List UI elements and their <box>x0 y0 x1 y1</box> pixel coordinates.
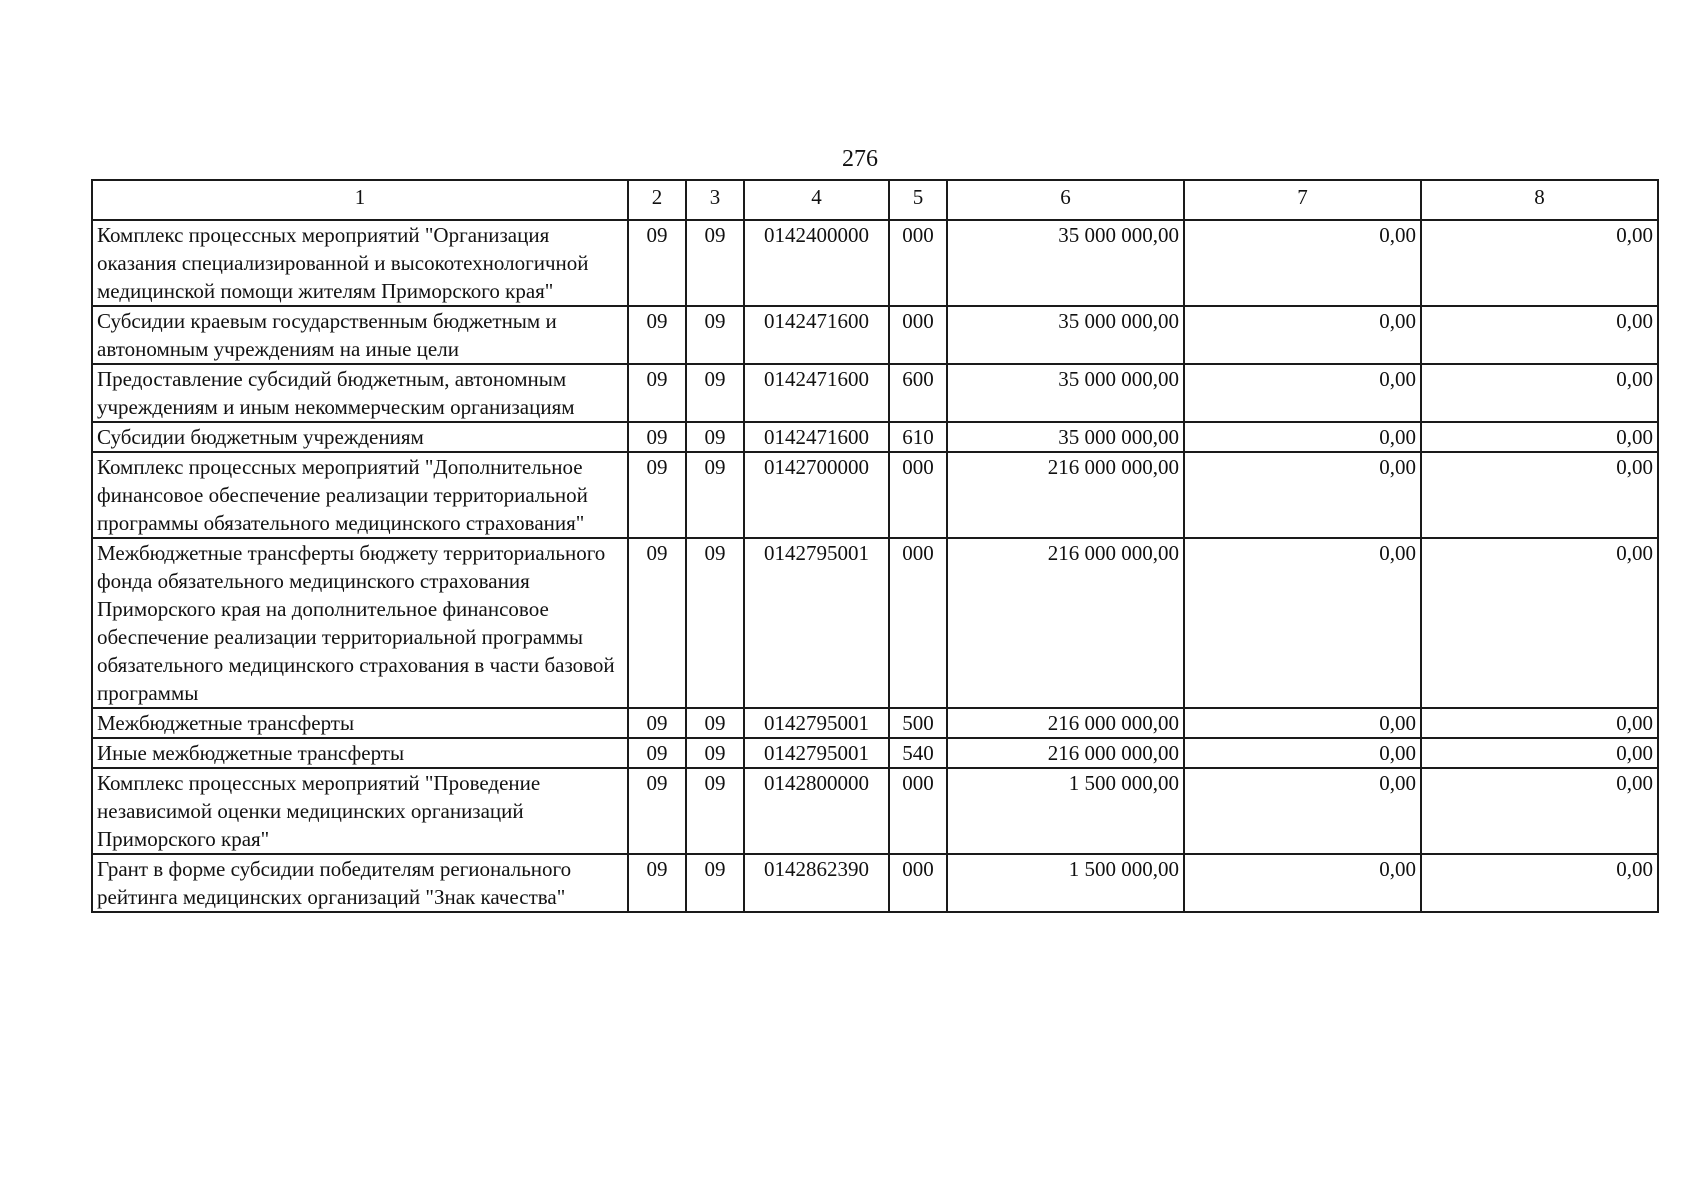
target-article-code: 0142700000 <box>744 452 889 538</box>
amount-col-6: 35 000 000,00 <box>947 220 1184 306</box>
section-code: 09 <box>628 422 686 452</box>
section-code: 09 <box>628 708 686 738</box>
row-name: Межбюджетные трансферты бюджету территориального фонда обязательного медицинского страхования Приморского края на дополнительное финансовое обеспечение реализации территориальной программы обязательного медицинского страхования в части базовой программы <box>92 538 628 708</box>
column-number-row <box>92 180 1658 220</box>
amount-col-8: 0,00 <box>1421 306 1658 364</box>
table-row <box>92 538 1658 708</box>
column-number: 6 <box>947 180 1184 220</box>
amount-col-6: 35 000 000,00 <box>947 422 1184 452</box>
expense-type-code: 000 <box>889 854 947 912</box>
section-code: 09 <box>628 306 686 364</box>
subsection-code: 09 <box>686 738 744 768</box>
row-name: Межбюджетные трансферты <box>92 708 628 738</box>
amount-col-7: 0,00 <box>1184 708 1421 738</box>
amount-col-7: 0,00 <box>1184 452 1421 538</box>
section-code: 09 <box>628 364 686 422</box>
subsection-code: 09 <box>686 220 744 306</box>
subsection-code: 09 <box>686 422 744 452</box>
amount-col-6: 35 000 000,00 <box>947 306 1184 364</box>
row-name: Комплекс процессных мероприятий "Организация оказания специализированной и высокотехнологичной медицинской помощи жителям Приморского края" <box>92 220 628 306</box>
page-number: 276 <box>842 146 878 172</box>
subsection-code: 09 <box>686 452 744 538</box>
target-article-code: 0142795001 <box>744 708 889 738</box>
target-article-code: 0142471600 <box>744 364 889 422</box>
column-number: 4 <box>744 180 889 220</box>
row-name: Субсидии бюджетным учреждениям <box>92 422 628 452</box>
amount-col-8: 0,00 <box>1421 708 1658 738</box>
amount-col-7: 0,00 <box>1184 364 1421 422</box>
amount-col-8: 0,00 <box>1421 452 1658 538</box>
amount-col-8: 0,00 <box>1421 738 1658 768</box>
amount-col-6: 216 000 000,00 <box>947 538 1184 708</box>
table-row <box>92 422 1658 452</box>
subsection-code: 09 <box>686 538 744 708</box>
row-name: Иные межбюджетные трансферты <box>92 738 628 768</box>
amount-col-8: 0,00 <box>1421 854 1658 912</box>
section-code: 09 <box>628 538 686 708</box>
target-article-code: 0142862390 <box>744 854 889 912</box>
subsection-code: 09 <box>686 306 744 364</box>
section-code: 09 <box>628 768 686 854</box>
row-name: Грант в форме субсидии победителям регионального рейтинга медицинских организаций "Знак качества" <box>92 854 628 912</box>
table-row <box>92 364 1658 422</box>
target-article-code: 0142795001 <box>744 538 889 708</box>
table-row <box>92 452 1658 538</box>
amount-col-6: 1 500 000,00 <box>947 854 1184 912</box>
section-code: 09 <box>628 452 686 538</box>
column-number: 7 <box>1184 180 1421 220</box>
amount-col-7: 0,00 <box>1184 538 1421 708</box>
expense-type-code: 000 <box>889 220 947 306</box>
subsection-code: 09 <box>686 854 744 912</box>
row-name: Субсидии краевым государственным бюджетным и автономным учреждениям на иные цели <box>92 306 628 364</box>
amount-col-7: 0,00 <box>1184 738 1421 768</box>
column-number: 2 <box>628 180 686 220</box>
expense-type-code: 540 <box>889 738 947 768</box>
target-article-code: 0142471600 <box>744 422 889 452</box>
target-article-code: 0142795001 <box>744 738 889 768</box>
expense-type-code: 600 <box>889 364 947 422</box>
expense-type-code: 000 <box>889 538 947 708</box>
row-name: Комплекс процессных мероприятий "Дополнительное финансовое обеспечение реализации территориальной программы обязательного медицинского страхования" <box>92 452 628 538</box>
amount-col-6: 216 000 000,00 <box>947 738 1184 768</box>
amount-col-6: 1 500 000,00 <box>947 768 1184 854</box>
column-number: 8 <box>1421 180 1658 220</box>
subsection-code: 09 <box>686 768 744 854</box>
table-row <box>92 306 1658 364</box>
amount-col-8: 0,00 <box>1421 220 1658 306</box>
budget-table <box>91 179 1659 913</box>
target-article-code: 0142400000 <box>744 220 889 306</box>
amount-col-8: 0,00 <box>1421 364 1658 422</box>
amount-col-7: 0,00 <box>1184 768 1421 854</box>
table-row <box>92 220 1658 306</box>
amount-col-8: 0,00 <box>1421 422 1658 452</box>
amount-col-7: 0,00 <box>1184 220 1421 306</box>
expense-type-code: 000 <box>889 452 947 538</box>
expense-type-code: 000 <box>889 768 947 854</box>
column-number: 3 <box>686 180 744 220</box>
amount-col-8: 0,00 <box>1421 768 1658 854</box>
amount-col-7: 0,00 <box>1184 422 1421 452</box>
column-number: 1 <box>92 180 628 220</box>
subsection-code: 09 <box>686 364 744 422</box>
section-code: 09 <box>628 854 686 912</box>
subsection-code: 09 <box>686 708 744 738</box>
target-article-code: 0142800000 <box>744 768 889 854</box>
table-row <box>92 854 1658 912</box>
section-code: 09 <box>628 220 686 306</box>
table-row <box>92 738 1658 768</box>
table-row <box>92 708 1658 738</box>
expense-type-code: 000 <box>889 306 947 364</box>
row-name: Предоставление субсидий бюджетным, автономным учреждениям и иным некоммерческим организациям <box>92 364 628 422</box>
expense-type-code: 500 <box>889 708 947 738</box>
table-row <box>92 768 1658 854</box>
expense-type-code: 610 <box>889 422 947 452</box>
amount-col-6: 216 000 000,00 <box>947 452 1184 538</box>
amount-col-7: 0,00 <box>1184 854 1421 912</box>
target-article-code: 0142471600 <box>744 306 889 364</box>
amount-col-7: 0,00 <box>1184 306 1421 364</box>
row-name: Комплекс процессных мероприятий "Проведение независимой оценки медицинских организаций Приморского края" <box>92 768 628 854</box>
section-code: 09 <box>628 738 686 768</box>
amount-col-6: 216 000 000,00 <box>947 708 1184 738</box>
amount-col-8: 0,00 <box>1421 538 1658 708</box>
column-number: 5 <box>889 180 947 220</box>
amount-col-6: 35 000 000,00 <box>947 364 1184 422</box>
